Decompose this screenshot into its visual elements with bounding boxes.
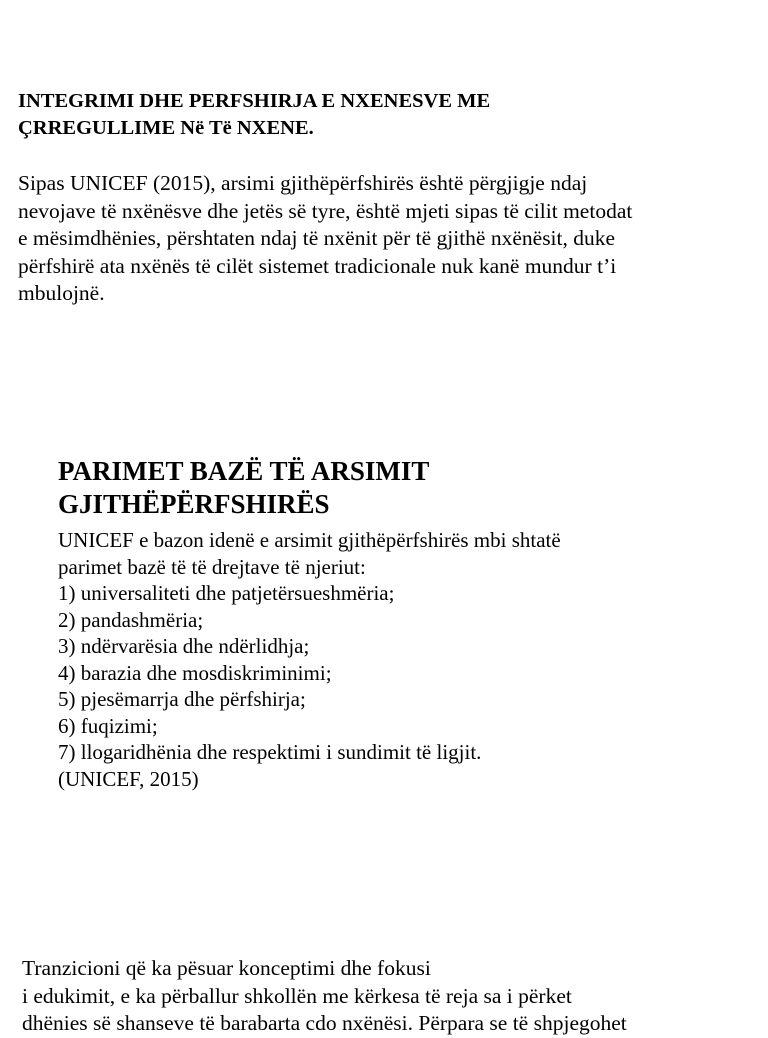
paragraph-principles-intro (58, 527, 758, 580)
section-heading-integrimi (18, 88, 748, 142)
paragraph-line: i edukimit, e ka përballur shkollën me kërkesa të reja sa i përket (22, 983, 572, 1008)
paragraph-line: e mësimdhënies, përshtaten ndaj të nxënit për të gjithë nxënësit, duke (18, 226, 616, 250)
paragraph-line: nevojave të nxënësve dhe jetës së tyre, është mjeti sipas të cilit metodat (18, 198, 633, 223)
paragraph-line: UNICEF e bazon idenë e arsimit gjithëpërfshirës mbi shtatë (58, 528, 561, 552)
list-item: 5) pjesëmarrja dhe përfshirja; (58, 687, 306, 711)
section-heading-parimet (58, 455, 748, 521)
heading-line: PARIMET BAZË TË ARSIMIT (58, 456, 430, 486)
list-item: 4) barazia dhe mosdiskriminimi; (58, 660, 332, 685)
list-item: 6) fuqizimi; (58, 713, 158, 738)
citation: (UNICEF, 2015) (58, 767, 199, 791)
heading-line: GJITHËPËRFSHIRËS (58, 489, 330, 519)
list-item: 1) universaliteti dhe patjetërsueshmëria; (58, 581, 395, 605)
list-item: 3) ndërvarësia dhe ndërlidhja; (58, 634, 310, 658)
list-item: 7) llogaridhënia dhe respektimi i sundimit të ligjit. (58, 740, 482, 764)
list-item: 2) pandashmëria; (58, 607, 204, 632)
paragraph-line: Sipas UNICEF (2015), arsimi gjithëpërfshirës është përgjigje ndaj (18, 171, 588, 195)
paragraph-line: përfshirë ata nxënës të cilët sistemet tradicionale nuk kanë mundur t’i (18, 253, 617, 278)
paragraph-unicef-definition (18, 170, 758, 308)
principles-list (58, 580, 758, 766)
heading-line: INTEGRIMI DHE PERFSHIRJA E NXENESVE ME (18, 90, 491, 112)
paragraph-line: mbulojnë. (18, 281, 105, 305)
paragraph-line: dhënies së shanseve të barabarta cdo nxënësi. Përpara se të shpjegohet (22, 1011, 627, 1035)
heading-line: ÇRREGULLIME Në Të NXENE. (18, 117, 314, 139)
paragraph-tranzicioni (22, 955, 762, 1038)
paragraph-line: Tranzicioni që ka pësuar konceptimi dhe fokusi (22, 956, 431, 980)
paragraph-line: parimet bazë të të drejtave të njeriut: (58, 554, 366, 579)
